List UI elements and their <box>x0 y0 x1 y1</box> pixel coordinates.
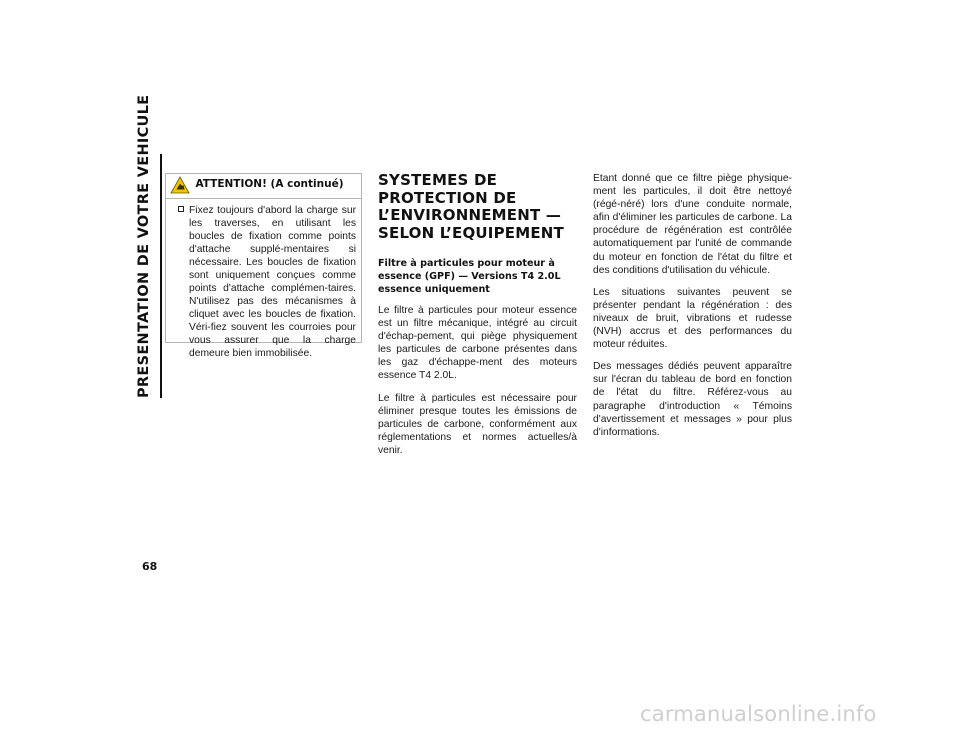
chapter-title: PRESENTATION DE VOTRE VEHICULE <box>136 94 152 398</box>
paragraph: Le filtre à particules est nécessaire pour éliminer presque toutes les émissions de particules de carbone, conformément aux réglementations et normes actuelles/à venir. <box>378 392 577 456</box>
warning-box <box>165 173 362 359</box>
right-column <box>593 172 792 448</box>
middle-column <box>378 172 577 466</box>
warning-list-item <box>178 204 356 360</box>
page-number: 68 <box>142 560 158 573</box>
paragraph: Etant donné que ce filtre piège physique-ment les particules, il doit être nettoyé (régé-néré) lors d'une conduite normale, afin d'éliminer les particules de carbone. La procédure de régénération est contrôlée automatiquement par l'unité de commande du moteur en fonction de l'état du filtre et des conditions d'utilisation du véhicule. <box>593 173 792 276</box>
warning-title: ATTENTION! (A continué) <box>195 178 344 190</box>
chapter-divider <box>160 154 162 398</box>
section-title: SYSTEMES DE PROTECTION DE L’ENVIRONNEMENT — SELON L’EQUIPEMENT <box>378 171 564 242</box>
paragraph: Les situations suivantes peuvent se présenter pendant la régénération : des niveaux de bruit, vibrations et rudesse (NVH) accrus et des performances du moteur réduites. <box>593 286 792 351</box>
warning-header <box>166 174 361 199</box>
paragraph: Le filtre à particules pour moteur essence est un filtre mécanique, intégré au circuit d'échap-pement, qui piège physiquement les particules de carbone présentes dans les gaz d'échappe-ment des moteurs essence T4 2.0L. <box>378 305 577 382</box>
paragraph: Des messages dédiés peuvent apparaître sur l'écran du tableau de bord en fonction de l'état du filtre. Référez-vous au paragraphe d'introduction « Témoins d'avertissement et messages » pour plus d'informations. <box>593 361 792 438</box>
section-subtitle: Filtre à particules pour moteur à essence (GPF) — Versions T4 2.0L essence uniquement <box>378 258 561 295</box>
checkbox-bullet-icon <box>178 206 184 212</box>
watermark: carmanualsonline.info <box>640 702 877 726</box>
warning-item-text: Fixez toujours d'abord la charge sur les traverses, en utilisant les boucles de fixation comme points d'attache supplé-mentaires si nécessaire. Les boucles de fixation sont uniquement conçues comme points d'attache complémen-taires. N'utilisez pas des mécanismes à cliquet avec les boucles de fixation. Véri-fiez souvent les courroies pour vous assurer que la charge demeure bien immobilisée. <box>189 205 356 359</box>
